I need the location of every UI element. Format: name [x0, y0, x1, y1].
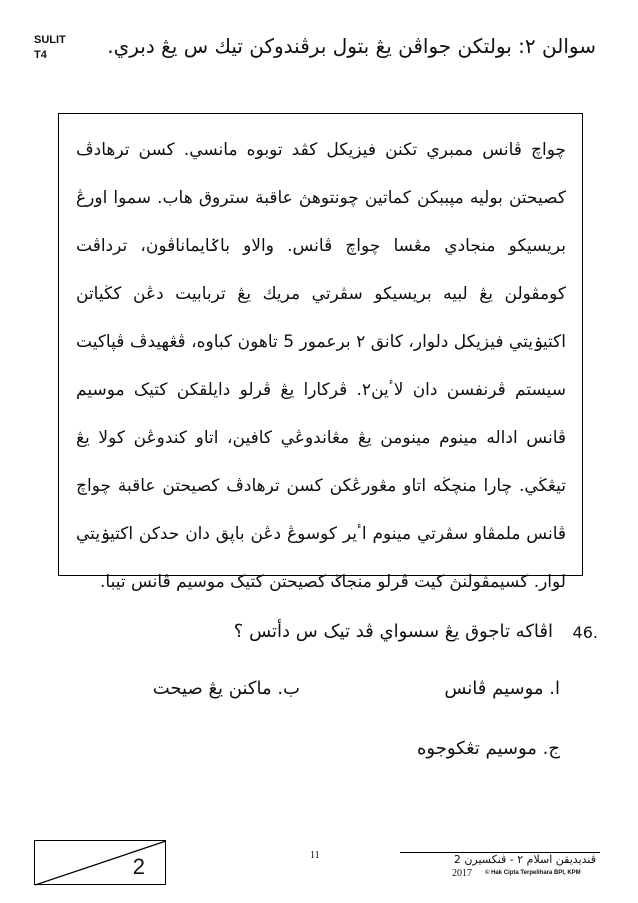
- sulit-label: SULIT: [34, 34, 66, 46]
- diagonal-line: [35, 841, 167, 886]
- footer-year: 2017: [452, 868, 472, 879]
- paper-label: T4: [34, 49, 47, 61]
- option-a-label: ا.: [549, 678, 560, 699]
- option-b-text: ماكنن يڠ صيحت: [152, 678, 272, 699]
- footer-subject: ڤنديديقن اسلام ٢ - ڤنكسيرن 2: [453, 853, 596, 866]
- question-instruction: سوالن ٢: بولتكن جواڤن يڠ بتول برڤندوكن تيك س يڠ دبري.: [107, 34, 596, 58]
- option-b-label: ب.: [277, 678, 300, 699]
- option-c[interactable]: [417, 738, 560, 759]
- option-b[interactable]: [153, 678, 300, 699]
- option-a[interactable]: [444, 678, 560, 699]
- passage-text: چواچ ڤانس ممبري تكنن فيزيكل كڤد توبوه مانسي. كسن ترهادڤ كصيحتن بوليه مپببكن كماتين چونتوهڽ عاقبة ستروق هاب. سموا اورڠ بريسيكو منجادي مڠسا چواچ ڤانس. والاو باݢايماناڤون، ترداڤت كومڤولن يڠ لبيه بريسيكو سڤرتي مريك يڠ تربابيت دڠن كڬياتن اكتيۏيتي فيزيكل دلوار، كانق ٢ برعمور 5 تاهون كباوه، ڤڠهيدڤ ڤپاكيت سيستم ڤرنفسن دان لاٴين٢. ڤركارا يڠ ڤرلو دايلقكن كتيک موسيم ڤانس اداله مينوم مينومن يڠ مڠاندوڠي كافين، اتاو كندوڠن كولا يڠ تيڠڬي. چارا منچڬه اتاو مڠورڠكن كسن ترهادڤ كصيحتن عاقبة چواچ ڤانس ملمڤاو سڤرتي مينوم اٴير كوسوڠ دڠن باپق دان حدكن اكتيۏيتي لوار. كسيمڤولنڽ كيت ڤرلو منجاݢ كصيحتن كتيک موسيم ڤانس تيبا.: [76, 140, 567, 592]
- paper-code: [34, 33, 66, 63]
- corner-page-number: 2: [132, 854, 145, 879]
- page-number: 11: [310, 850, 320, 861]
- option-c-text: موسيم تڠكوجوه: [416, 738, 537, 759]
- option-c-label: ج.: [542, 738, 560, 759]
- option-a-text: موسيم ڤانس: [444, 678, 544, 699]
- page-corner-box: [34, 840, 166, 885]
- question-number: 46.: [572, 623, 598, 642]
- question-text: اڤاكه تاجوق يڠ سسواي ڤد تيک س دأتس ؟: [233, 621, 553, 642]
- footer-copyright: © Hak Cipta Terpelihara BPI, KPM: [485, 870, 581, 876]
